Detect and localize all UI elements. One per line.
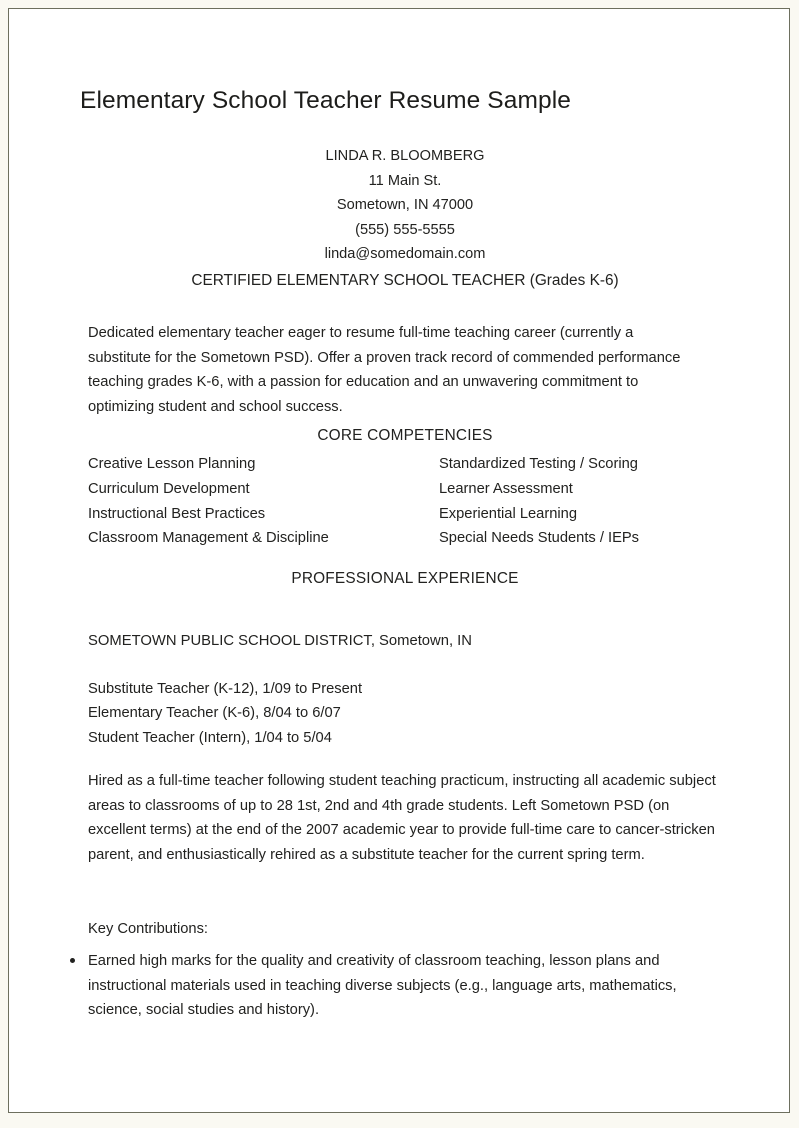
role-item: Student Teacher (Intern), 1/04 to 5/04 <box>88 729 332 746</box>
employer-name: SOMETOWN PUBLIC SCHOOL DISTRICT, Sometown, IN <box>88 633 472 649</box>
key-contributions-label: Key Contributions: <box>88 921 209 937</box>
competency-item: Experiential Learning <box>439 505 577 522</box>
competency-item: Special Needs Students / IEPs <box>439 530 640 547</box>
bullet-icon <box>70 958 75 963</box>
role-item: Elementary Teacher (K-6), 8/04 to 6/07 <box>88 705 341 722</box>
competency-item: Classroom Management & Discipline <box>88 530 329 547</box>
key-contributions-list <box>67 949 727 1023</box>
competency-row <box>88 526 708 551</box>
list-item-text: Earned high marks for the quality and creativity of classroom teaching, lesson plans and instructional materials used in teaching diverse subjects (e.g., language arts, mathematics, science, social studies and history). <box>88 953 677 1019</box>
summary-paragraph: Dedicated elementary teacher eager to resume full-time teaching career (currently a substitute for the Sometown PSD). Offer a proven track record of commended performance teaching grades K-6, with a passion for education and an unwavering commitment to optimizing student and school success. <box>88 325 681 415</box>
resume-page-content <box>9 9 789 1112</box>
competency-row <box>88 452 708 477</box>
candidate-name: LINDA R. BLOOMBERG <box>325 148 485 164</box>
competency-row <box>88 477 708 502</box>
core-competencies-list <box>88 452 708 551</box>
contact-email: linda@somedomain.com <box>324 246 486 263</box>
role-item: Substitute Teacher (K-12), 1/09 to Present <box>88 681 363 697</box>
competency-item: Instructional Best Practices <box>88 505 266 522</box>
competency-item: Standardized Testing / Scoring <box>439 456 638 472</box>
contact-street: 11 Main St. <box>368 172 442 189</box>
competency-row <box>88 502 708 527</box>
resume-page <box>8 8 790 1113</box>
page-title: Elementary School Teacher Resume Sample <box>80 87 571 114</box>
section-heading-core-competencies: CORE COMPETENCIES <box>317 427 493 444</box>
contact-phone: (555) 555-5555 <box>355 221 455 238</box>
role-list <box>88 677 538 750</box>
experience-description: Hired as a full-time teacher following student teaching practicum, instructing all academic subject areas to classrooms of up to 28 1st, 2nd and 4th grade students. Left Sometown PSD (on excellent terms) at the end of the 2007 academic year to provide full-time care to cancer-stricken parent, and enthusiastically rehired as a substitute teacher for the current spring term. <box>88 773 716 863</box>
contact-city-state-zip: Sometown, IN 47000 <box>336 197 474 214</box>
competency-item: Learner Assessment <box>439 480 573 497</box>
section-heading-professional-experience: PROFESSIONAL EXPERIENCE <box>291 570 519 587</box>
contact-block <box>9 144 790 294</box>
competency-item: Creative Lesson Planning <box>88 456 256 472</box>
list-item <box>67 949 727 1023</box>
competency-item: Curriculum Development <box>88 480 250 497</box>
professional-headline: CERTIFIED ELEMENTARY SCHOOL TEACHER (Grades K-6) <box>191 271 619 289</box>
